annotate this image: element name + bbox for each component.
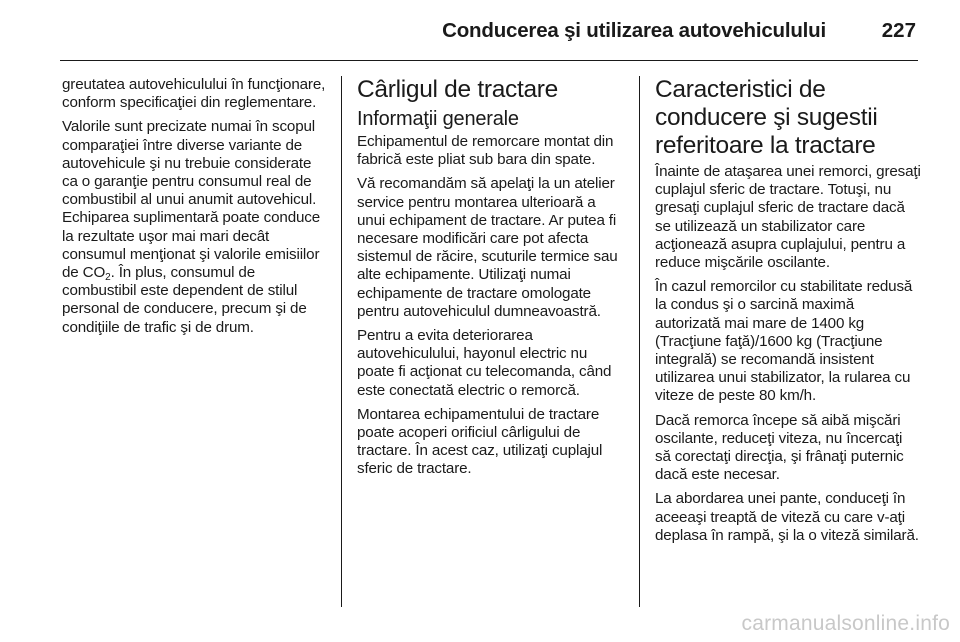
subscript: 2 — [105, 272, 111, 284]
heading-line: Caracteristici de — [655, 76, 826, 103]
column-divider — [341, 76, 342, 607]
paragraph: greutatea autovehiculului în funcţionare, conform specificaţiei din reglementare. — [62, 76, 326, 112]
paragraph: În cazul remorcilor cu stabilitate redusă la condus şi o sarcină maximă autorizată mai mare de 1400 kg (Tracţiune faţă)/1600 kg (Tracţiune integrală) se recomandă insistent utilizarea unui stabilizator, la rularea cu viteze de peste 80 km/h. — [655, 278, 913, 405]
page-number: 227 — [881, 19, 916, 42]
page-header — [60, 0, 918, 61]
paragraph: La abordarea unei pante, conduceţi în aceeaşi treaptă de viteză cu care v-aţi deplasa în rampă, şi la o viteză similară. — [655, 490, 919, 544]
subsection-heading: Informaţii generale — [357, 108, 519, 130]
paragraph-text: . În plus, consumul de combustibil este dependent de stilul personal de conducere, precum şi de condiţiile de trafic şi de drum. — [62, 264, 307, 336]
paragraph: Înainte de ataşarea unei remorci, gresaţi cuplajul sferic de tractare. Totuşi, nu gresaţi cuplajul sferic de tractare dacă se utilizează un stabilizator care acţionează asupra cuplajului, pentru a reduce mişcările oscilante. — [655, 163, 921, 272]
paragraph: Echipamentul de remorcare montat din fabrică este pliat sub bara din spate. — [357, 133, 614, 169]
section-title: Conducerea şi utilizarea autovehiculului — [442, 19, 826, 42]
column-middle — [357, 76, 625, 485]
paragraph-text: Valorile sunt precizate numai în scopul comparaţiei între diverse variante de autovehicule şi nu trebuie considerate ca o garanţie pentru consumul real de combustibil al unui anumit autovehicul. Echiparea suplimentară poate conduce la rezultate uşor mai mari decât consumul menţionat şi valorile emisiilor de CO — [62, 118, 321, 282]
paragraph: Vă recomandăm să apelaţi la un atelier service pentru montarea ulterioară a unui echipament de tractare. Ar putea fi necesare modificări care pot afecta sistemul de răcire, scuturile termice sau alte echipamente. Utilizaţi numai echipamente de tractare omologate pentru autovehiculul dumneavoastră. — [357, 175, 618, 320]
paragraph: Pentru a evita deteriorarea autovehiculului, hayonul electric nu poate fi acţionat cu telecomanda, când este conectată electric o remorcă. — [357, 327, 612, 399]
column-left — [62, 76, 328, 343]
paragraph: Montarea echipamentului de tractare poate acoperi orificiul cârligului de tractare. În acest caz, utilizaţi cuplajul sferic de tractare. — [357, 405, 603, 478]
heading-line: referitoare la tractare — [655, 132, 876, 159]
watermark: carmanualsonline.info — [741, 612, 950, 635]
section-heading: Cârligul de tractare — [357, 76, 558, 103]
section-heading — [655, 76, 921, 160]
column-right — [655, 76, 921, 551]
paragraph: Dacă remorca începe să aibă mişcări oscilante, reduceţi viteza, nu încercaţi să corectaţi direcţia, şi frânaţi puternic dacă este necesar. — [655, 411, 904, 484]
paragraph-emissions — [62, 118, 328, 336]
column-divider — [639, 76, 640, 607]
heading-line: conducere şi sugestii — [655, 104, 878, 131]
